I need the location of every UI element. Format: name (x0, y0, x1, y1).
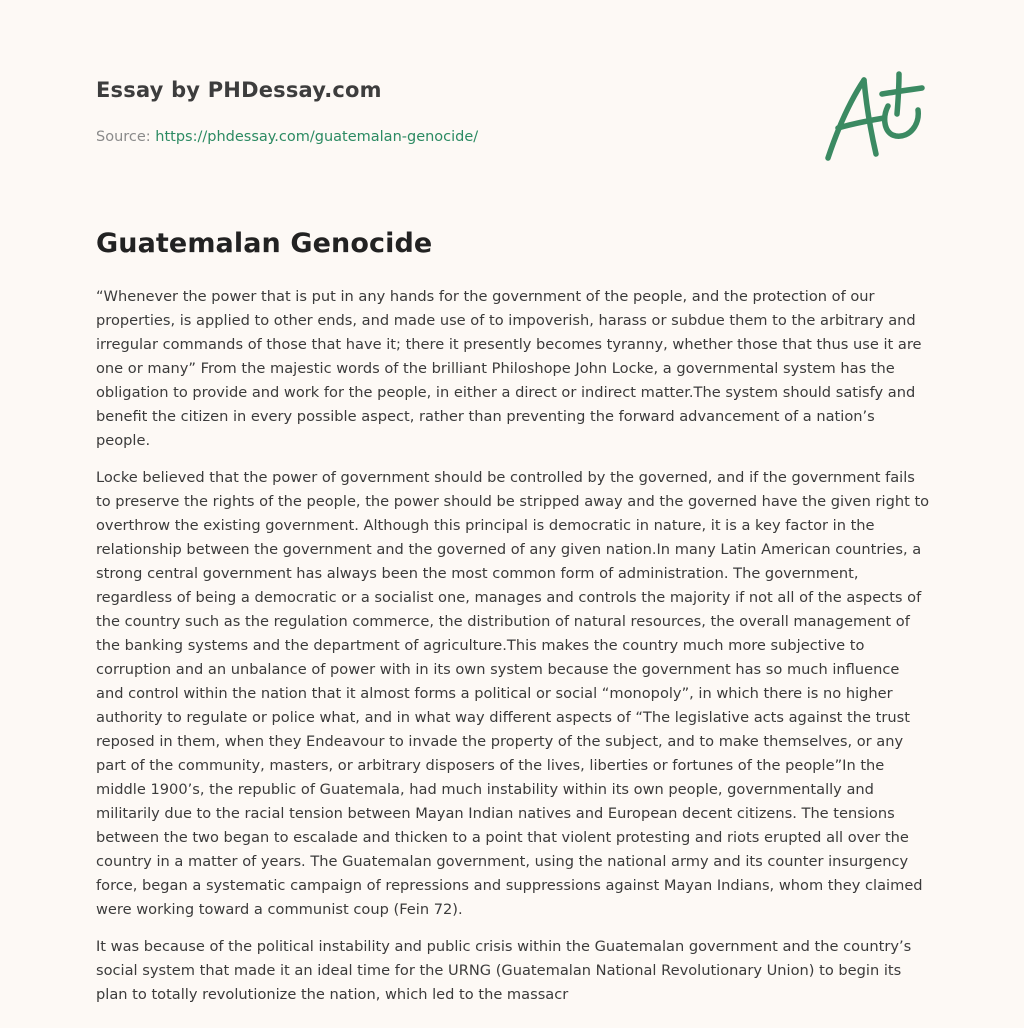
a-plus-logo-icon (822, 66, 928, 164)
site-brand: Essay by PHDessay.com (96, 78, 382, 102)
source-link[interactable]: https://phdessay.com/guatemalan-genocide/ (155, 129, 479, 145)
paragraph: It was because of the political instability and public crisis within the Guatemalan government and the country’s social system that made it an ideal time for the URNG (Guatemalan National Revolutionary Union) to begin its plan to totally revolutionize the nation, which led to the massacr (96, 938, 912, 1003)
paragraph: “Whenever the power that is put in any hands for the government of the people, and the protection of our properties, is applied to other ends, and made use of to impoverish, harass or subdue them to the arbitrary and irregular commands of those that have it; there it presently becomes tyranny, whether those that thus use it are one or many” From the majestic words of the brilliant Philoshope John Locke, a governmental system has the obligation to provide and work for the people, in either a direct or indirect matter.The system should satisfy and benefit the citizen in every possible aspect, rather than preventing the forward advancement of a nation’s people. (96, 288, 922, 449)
page-header (96, 76, 696, 147)
article-body (96, 285, 930, 1020)
article-title: Guatemalan Genocide (96, 228, 433, 259)
paragraph: Locke believed that the power of government should be controlled by the governed, and if the government fails to preserve the rights of the people, the power should be stripped away and the governed have the given right to overthrow the existing government. Although this principal is democratic in nature, it is a key factor in the relationship between the government and the governed of any given nation.In many Latin American countries, a strong central government has always been the most common form of administration. The government, regardless of being a democratic or a socialist one, manages and controls the majority if not all of the aspects of the country such as the regulation commerce, the distribution of natural resources, the overall management of the banking systems and the department of agriculture.This makes the country much more subjective to corruption and an unbalance of power with in its own system because the government has so much influence and control within the nation that it almost forms a political or social “monopoly”, in which there is no higher authority to regulate or police what, and in what way different aspects of “The legislative acts against the trust reposed in them, when they Endeavour to invade the property of the subject, and to make themselves, or any part of the community, masters, or arbitrary disposers of the lives, liberties or fortunes of the people”In the middle 1900’s, the republic of Guatemala, had much instability within its own people, governmentally and militarily due to the racial tension between Mayan Indian natives and European decent citizens. The tensions between the two began to escalade and thicken to a point that violent protesting and riots erupted all over the country in a matter of years. The Guatemalan government, using the national army and its counter insurgency force, began a systematic campaign of repressions and suppressions against Mayan Indians, whom they claimed were working toward a communist coup (Fein 72). (96, 469, 930, 918)
source-line (96, 127, 696, 147)
source-label: Source: (96, 129, 151, 145)
